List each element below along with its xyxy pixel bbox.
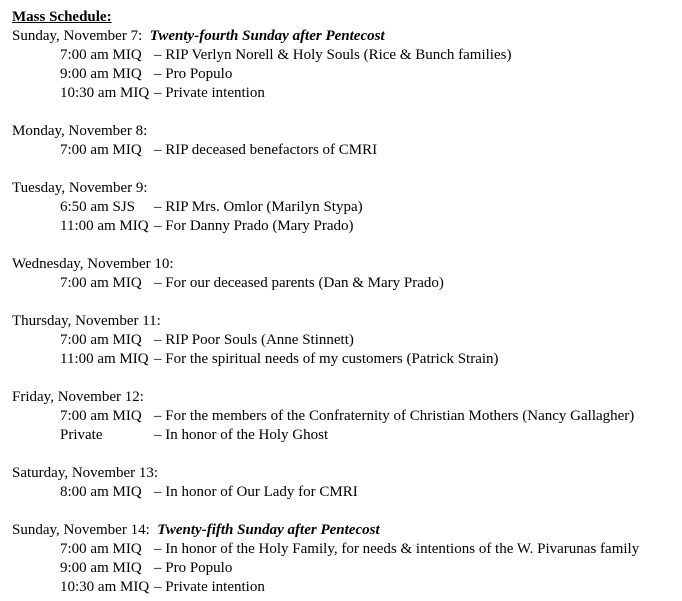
mass-intention: – In honor of Our Lady for CMRI (154, 484, 358, 500)
day-label: Tuesday, November 9: (12, 180, 148, 196)
mass-entry (12, 483, 682, 502)
schedule-title: Mass Schedule: (12, 9, 112, 25)
day-block-sunday-nov-14 (12, 521, 682, 597)
mass-intention: – For Danny Prado (Mary Prado) (154, 218, 354, 234)
day-label: Saturday, November 13: (12, 465, 159, 481)
mass-intention: – RIP Mrs. Omlor (Marilyn Stypa) (154, 199, 363, 215)
day-heading (12, 27, 682, 46)
day-heading (12, 179, 682, 198)
mass-intention: – In honor of the Holy Family, for needs & intentions of the W. Pivarunas family (154, 541, 640, 557)
day-block-friday-nov-12 (12, 388, 682, 445)
mass-entry (12, 198, 682, 217)
mass-entry (12, 540, 682, 559)
day-label: Monday, November 8: (12, 123, 148, 139)
mass-time: 11:00 am MIQ (60, 351, 149, 367)
mass-entry (12, 46, 682, 65)
mass-entry (12, 426, 682, 445)
day-block-saturday-nov-13 (12, 464, 682, 502)
day-heading (12, 122, 682, 141)
mass-entry (12, 578, 682, 597)
mass-intention: – For the members of the Confraternity of Christian Mothers (Nancy Gallagher) (154, 408, 635, 424)
day-heading (12, 388, 682, 407)
mass-time: 9:00 am MIQ (60, 66, 142, 82)
day-block-monday-nov-8 (12, 122, 682, 160)
mass-time: 10:30 am MIQ (60, 85, 150, 101)
mass-time: 10:30 am MIQ (60, 579, 150, 595)
spacer (12, 236, 682, 255)
mass-time: 7:00 am MIQ (60, 142, 142, 158)
day-block-wednesday-nov-10 (12, 255, 682, 293)
mass-entry (12, 274, 682, 293)
mass-intention: – Private intention (154, 85, 265, 101)
mass-entry (12, 65, 682, 84)
mass-entry (12, 331, 682, 350)
mass-intention: – RIP Poor Souls (Anne Stinnett) (154, 332, 354, 348)
day-label: Wednesday, November 10: (12, 256, 174, 272)
mass-time: Private (60, 427, 103, 443)
mass-time: 7:00 am MIQ (60, 408, 142, 424)
day-heading (12, 255, 682, 274)
mass-time: 9:00 am MIQ (60, 560, 142, 576)
spacer (12, 502, 682, 521)
mass-time: 7:00 am MIQ (60, 541, 142, 557)
mass-entry (12, 84, 682, 103)
mass-intention: – For our deceased parents (Dan & Mary Prado) (154, 275, 444, 291)
spacer (12, 103, 682, 122)
mass-entry (12, 350, 682, 369)
day-label: Friday, November 12: (12, 389, 144, 405)
mass-entry (12, 217, 682, 236)
spacer (12, 160, 682, 179)
feast-name: Twenty-fifth Sunday after Pentecost (157, 522, 380, 538)
day-heading (12, 312, 682, 331)
mass-time: 6:50 am SJS (60, 199, 136, 215)
mass-intention: – In honor of the Holy Ghost (154, 427, 329, 443)
day-block-sunday-nov-7 (12, 27, 682, 103)
mass-intention: – Private intention (154, 579, 265, 595)
mass-time: 7:00 am MIQ (60, 275, 142, 291)
day-block-tuesday-nov-9 (12, 179, 682, 236)
mass-intention: – Pro Populo (154, 560, 233, 576)
day-heading (12, 464, 682, 483)
mass-entry (12, 407, 682, 426)
mass-entry (12, 141, 682, 160)
day-label: Sunday, November 7: (12, 28, 143, 44)
mass-time: 7:00 am MIQ (60, 332, 142, 348)
mass-intention: – RIP deceased benefactors of CMRI (154, 142, 378, 158)
day-label: Thursday, November 11: (12, 313, 161, 329)
feast-name: Twenty-fourth Sunday after Pentecost (149, 28, 385, 44)
mass-intention: – For the spiritual needs of my customers (Patrick Strain) (154, 351, 499, 367)
spacer (12, 369, 682, 388)
mass-time: 7:00 am MIQ (60, 47, 142, 63)
mass-time: 8:00 am MIQ (60, 484, 142, 500)
day-block-thursday-nov-11 (12, 312, 682, 369)
day-heading (12, 521, 682, 540)
day-label: Sunday, November 14: (12, 522, 150, 538)
mass-time: 11:00 am MIQ (60, 218, 149, 234)
spacer (12, 293, 682, 312)
mass-intention: – Pro Populo (154, 66, 233, 82)
mass-intention: – RIP Verlyn Norell & Holy Souls (Rice & Bunch families) (154, 47, 512, 63)
mass-entry (12, 559, 682, 578)
spacer (12, 445, 682, 464)
